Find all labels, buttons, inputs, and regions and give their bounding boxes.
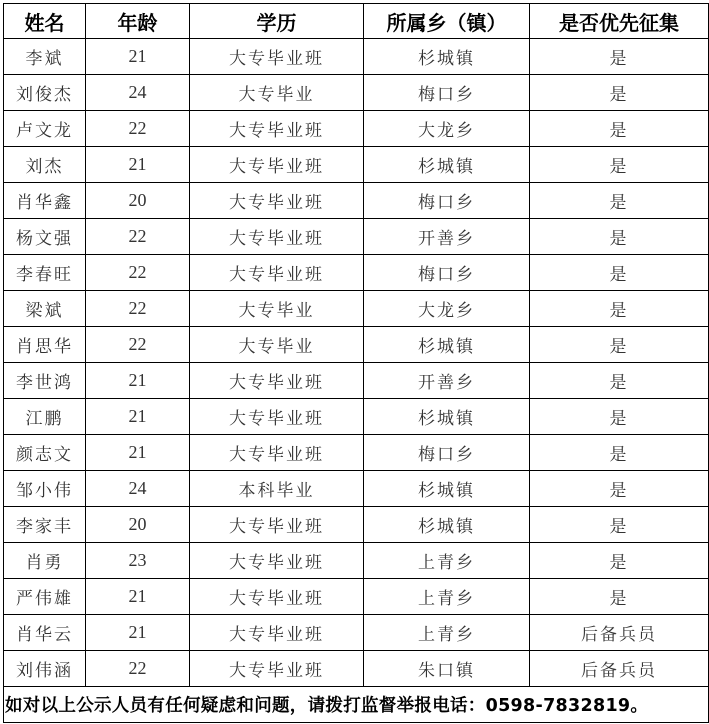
cell-education: 大专毕业班 [190,111,364,147]
cell-town: 朱口镇 [364,651,530,687]
cell-priority: 是 [530,147,709,183]
cell-priority: 是 [530,543,709,579]
cell-town: 杉城镇 [364,471,530,507]
header-education: 学历 [190,4,364,39]
cell-priority: 是 [530,363,709,399]
cell-name: 颜志文 [4,435,86,471]
cell-name: 肖勇 [4,543,86,579]
cell-name: 严伟雄 [4,579,86,615]
cell-town: 梅口乡 [364,183,530,219]
cell-town: 梅口乡 [364,255,530,291]
cell-name: 杨文强 [4,219,86,255]
cell-name: 李斌 [4,39,86,75]
cell-priority: 后备兵员 [530,651,709,687]
header-age: 年龄 [86,4,190,39]
cell-education: 大专毕业 [190,291,364,327]
table-row [4,219,709,255]
cell-priority: 是 [530,471,709,507]
cell-name: 刘杰 [4,147,86,183]
cell-priority: 是 [530,183,709,219]
header-priority: 是否优先征集 [530,4,709,39]
cell-age: 22 [86,111,190,147]
table-row [4,75,709,111]
cell-age: 21 [86,399,190,435]
cell-town: 上青乡 [364,615,530,651]
cell-age: 23 [86,543,190,579]
table-row [4,147,709,183]
cell-age: 21 [86,39,190,75]
cell-age: 22 [86,255,190,291]
cell-priority: 是 [530,111,709,147]
cell-town: 上青乡 [364,543,530,579]
table-row [4,255,709,291]
header-town: 所属乡（镇） [364,4,530,39]
cell-name: 江鹏 [4,399,86,435]
cell-name: 肖华云 [4,615,86,651]
table-row [4,543,709,579]
cell-education: 大专毕业班 [190,147,364,183]
cell-age: 24 [86,75,190,111]
cell-priority: 是 [530,255,709,291]
cell-education: 大专毕业班 [190,219,364,255]
cell-education: 大专毕业班 [190,579,364,615]
cell-town: 杉城镇 [364,39,530,75]
cell-town: 开善乡 [364,363,530,399]
cell-town: 大龙乡 [364,291,530,327]
cell-education: 大专毕业班 [190,363,364,399]
cell-town: 杉城镇 [364,147,530,183]
cell-education: 大专毕业班 [190,399,364,435]
table-row [4,327,709,363]
cell-priority: 是 [530,219,709,255]
table-row [4,399,709,435]
table-row [4,291,709,327]
cell-education: 大专毕业班 [190,651,364,687]
cell-priority: 是 [530,39,709,75]
table-row [4,39,709,75]
cell-priority: 是 [530,327,709,363]
cell-priority: 是 [530,399,709,435]
cell-age: 22 [86,327,190,363]
recruit-roster-table [3,3,709,723]
cell-education: 本科毕业 [190,471,364,507]
cell-priority: 是 [530,75,709,111]
cell-name: 李家丰 [4,507,86,543]
cell-education: 大专毕业班 [190,183,364,219]
cell-town: 梅口乡 [364,75,530,111]
cell-age: 22 [86,291,190,327]
cell-education: 大专毕业 [190,75,364,111]
report-hotline-notice: 如对以上公示人员有任何疑虑和问题，请拨打监督举报电话：0598-7832819。 [4,687,709,723]
cell-education: 大专毕业班 [190,39,364,75]
cell-age: 22 [86,651,190,687]
cell-priority: 是 [530,507,709,543]
cell-town: 上青乡 [364,579,530,615]
cell-name: 李春旺 [4,255,86,291]
cell-education: 大专毕业班 [190,543,364,579]
table-header-row [4,4,709,39]
cell-name: 梁斌 [4,291,86,327]
cell-age: 21 [86,615,190,651]
cell-education: 大专毕业班 [190,435,364,471]
cell-town: 梅口乡 [364,435,530,471]
cell-education: 大专毕业班 [190,507,364,543]
table-row [4,471,709,507]
cell-name: 卢文龙 [4,111,86,147]
cell-age: 21 [86,147,190,183]
cell-town: 大龙乡 [364,111,530,147]
cell-education: 大专毕业班 [190,255,364,291]
cell-age: 24 [86,471,190,507]
table-row [4,651,709,687]
cell-age: 21 [86,363,190,399]
table-row [4,435,709,471]
cell-priority: 后备兵员 [530,615,709,651]
cell-education: 大专毕业班 [190,615,364,651]
table-row [4,615,709,651]
table-row [4,183,709,219]
header-name: 姓名 [4,4,86,39]
cell-town: 杉城镇 [364,399,530,435]
cell-name: 肖华鑫 [4,183,86,219]
table-row [4,579,709,615]
table-row [4,363,709,399]
cell-name: 刘俊杰 [4,75,86,111]
cell-age: 21 [86,579,190,615]
table-row [4,507,709,543]
cell-name: 刘伟涵 [4,651,86,687]
table-body [4,39,709,687]
cell-age: 22 [86,219,190,255]
cell-town: 杉城镇 [364,507,530,543]
cell-town: 杉城镇 [364,327,530,363]
footer-row [4,687,709,723]
cell-age: 21 [86,435,190,471]
cell-name: 邹小伟 [4,471,86,507]
cell-age: 20 [86,507,190,543]
cell-name: 李世鸿 [4,363,86,399]
cell-priority: 是 [530,435,709,471]
cell-name: 肖思华 [4,327,86,363]
cell-education: 大专毕业 [190,327,364,363]
cell-priority: 是 [530,579,709,615]
table-row [4,111,709,147]
cell-age: 20 [86,183,190,219]
cell-town: 开善乡 [364,219,530,255]
cell-priority: 是 [530,291,709,327]
